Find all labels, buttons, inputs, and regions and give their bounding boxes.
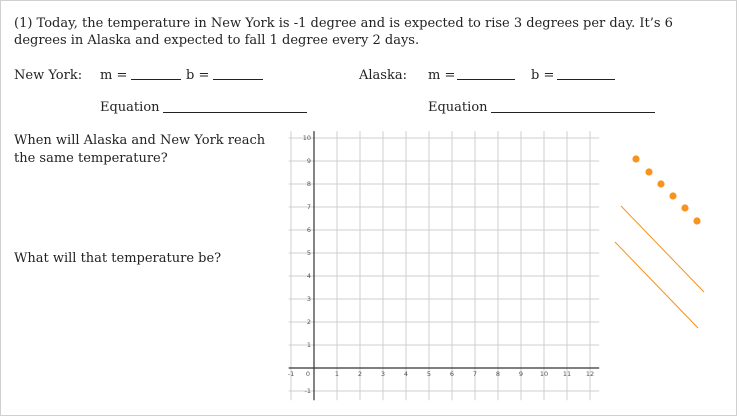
x-tick-label: 4	[403, 370, 409, 378]
question-same-temperature-line2: the same temperature?	[14, 151, 168, 166]
x-tick-label: 12	[585, 370, 595, 378]
x-tick-label: 1	[334, 370, 340, 378]
orange-dot	[657, 180, 664, 187]
y-tick-label: 5	[306, 249, 311, 257]
new-york-m-label: m =	[100, 68, 128, 83]
alaska-b-label: b =	[531, 68, 555, 83]
new-york-equation-label: Equation	[100, 100, 160, 115]
orange-dot	[681, 204, 688, 211]
y-tick-label: 6	[306, 226, 311, 234]
x-tick-label: -1	[287, 370, 295, 378]
y-axis-tick-labels	[303, 134, 311, 395]
y-tick-label: 1	[306, 341, 311, 349]
alaska-equation-blank[interactable]	[491, 100, 655, 113]
alaska-b-blank[interactable]	[557, 67, 615, 80]
orange-line	[615, 242, 698, 328]
y-tick-label: 2	[306, 318, 311, 326]
y-tick-label: 10	[302, 134, 311, 142]
orange-line	[621, 206, 704, 292]
x-axis-tick-labels	[288, 370, 594, 378]
problem-statement: (1) Today, the temperature in New York is -1 degree and is expected to rise 3 degrees per day. It’s 6 degrees in Alaska and expected to fall 1 degree every 2 days.	[14, 16, 673, 48]
question-temperature-value: What will that temperature be?	[14, 251, 222, 266]
new-york-label: New York:	[14, 68, 83, 83]
question-same-temperature-line1: When will Alaska and New York reach	[14, 133, 266, 148]
orange-dot	[645, 168, 652, 175]
alaska-m-label: m =	[428, 68, 456, 83]
x-tick-label: 5	[426, 370, 432, 378]
alaska-m-blank[interactable]	[457, 67, 515, 80]
y-tick-label: 4	[306, 272, 311, 280]
new-york-equation-blank[interactable]	[163, 100, 307, 113]
new-york-m-blank[interactable]	[131, 67, 181, 80]
orange-dot	[632, 155, 639, 162]
grid-lines	[289, 131, 600, 400]
x-tick-label: 6	[449, 370, 455, 378]
x-tick-label: 2	[357, 370, 363, 378]
x-tick-label: 9	[518, 370, 524, 378]
x-tick-label: 3	[380, 370, 386, 378]
orange-dot	[693, 217, 700, 224]
x-tick-label: 7	[472, 370, 478, 378]
x-tick-label: 8	[495, 370, 501, 378]
alaska-label: Alaska:	[359, 68, 407, 83]
alaska-equation-label: Equation	[428, 100, 488, 115]
axes	[289, 131, 600, 400]
y-tick-label: 9	[306, 157, 311, 165]
y-tick-label: -1	[304, 387, 311, 395]
y-tick-label: 3	[306, 295, 311, 303]
x-tick-label: 0	[305, 370, 311, 378]
orange-dot	[669, 192, 676, 199]
y-tick-label: 7	[306, 203, 311, 211]
y-tick-label: 8	[306, 180, 311, 188]
x-tick-label: 11	[562, 370, 572, 378]
new-york-b-label: b =	[186, 68, 210, 83]
decoration-group	[615, 155, 704, 328]
new-york-b-blank[interactable]	[213, 67, 263, 80]
x-tick-label: 10	[539, 370, 549, 378]
decorative-orange-marks	[606, 146, 716, 341]
coordinate-grid[interactable]	[281, 127, 611, 402]
